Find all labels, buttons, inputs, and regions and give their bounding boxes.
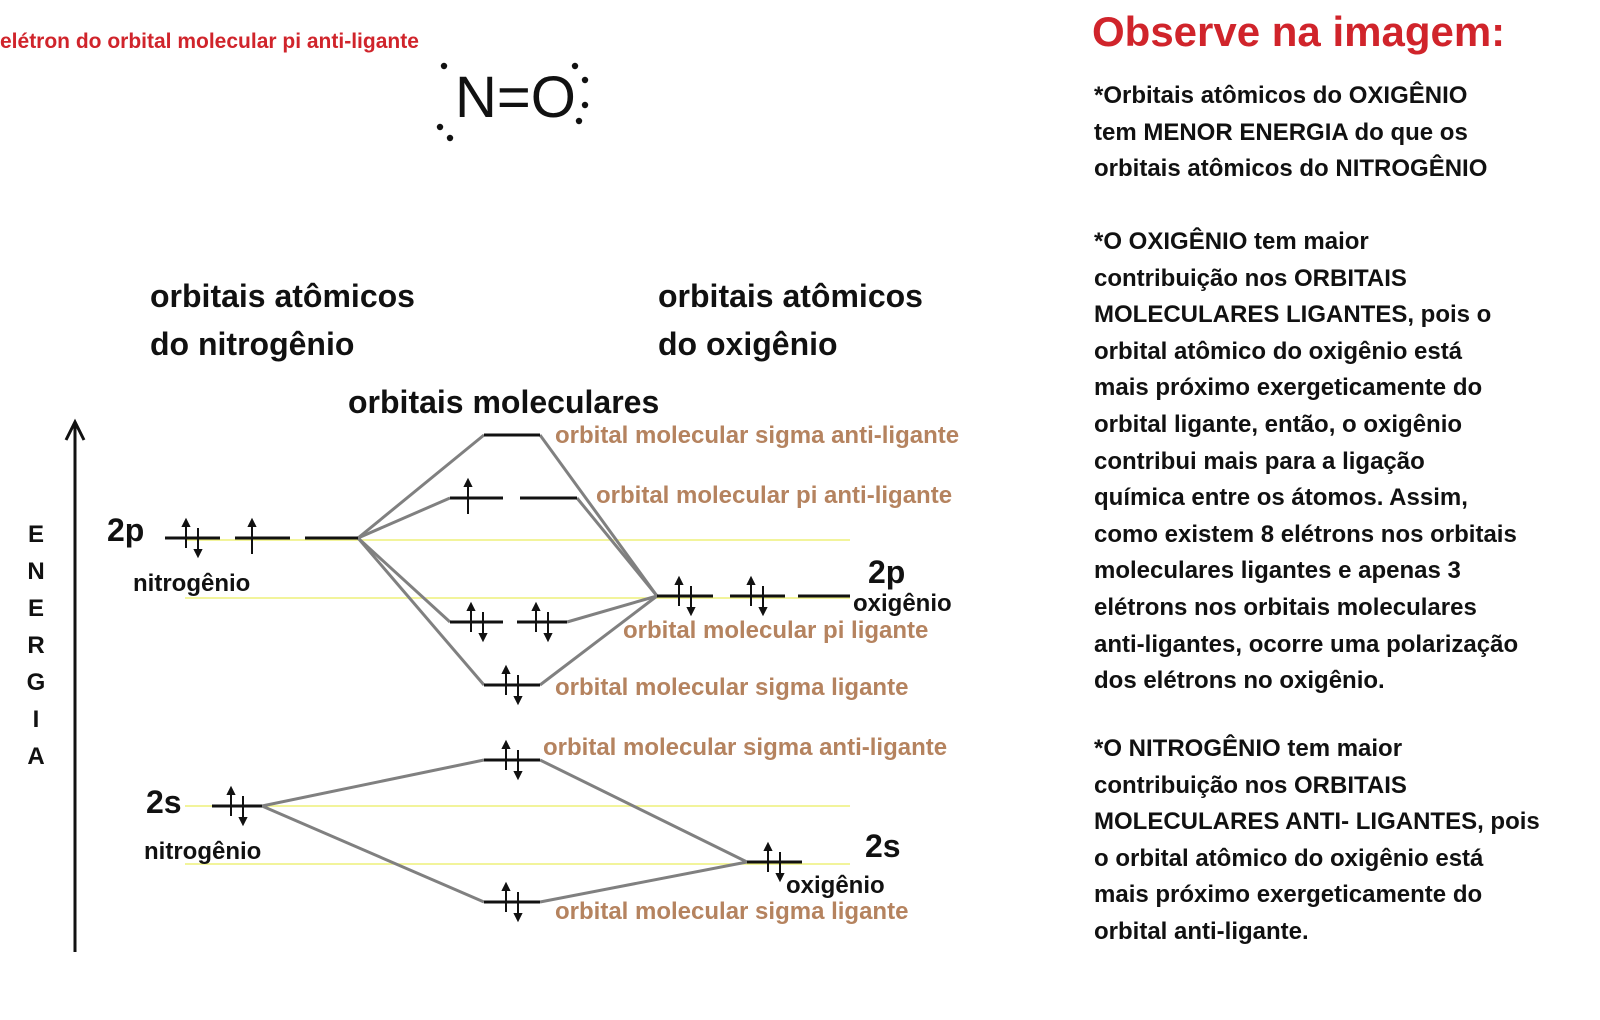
energy-axis-label — [26, 516, 46, 775]
lewis-structure — [455, 64, 576, 131]
mo-label-pi-star: orbital molecular pi anti-ligante — [596, 482, 953, 509]
side-note-line: MOLECULARES LIGANTES, pois o — [1094, 301, 1492, 329]
electron-arrowhead-icon — [760, 608, 766, 614]
electron-arrowhead-icon — [249, 520, 255, 526]
electron-arrowhead-icon — [676, 578, 682, 584]
side-note-line: orbital atômico do oxigênio está — [1094, 337, 1463, 365]
side-note-line: moleculares ligantes e apenas 3 — [1094, 557, 1461, 585]
n-2p-atom: nitrogênio — [133, 570, 251, 597]
side-note-line: orbital ligante, então, o oxigênio — [1094, 410, 1463, 438]
electron-arrowhead-icon — [503, 667, 509, 673]
side-note-line: orbital anti-ligante. — [1094, 917, 1309, 945]
side-note-line: como existem 8 elétrons nos orbitais — [1094, 520, 1517, 548]
mo-label-sigma-2p: orbital molecular sigma ligante — [555, 674, 909, 701]
electron-arrowhead-icon — [688, 608, 694, 614]
side-note-line: *Orbitais atômicos do OXIGÊNIO — [1094, 82, 1468, 109]
electron-arrowhead-icon — [503, 742, 509, 748]
axis-letter: E — [27, 595, 44, 622]
header-line: orbitais atômicos — [658, 278, 923, 314]
electron-arrowhead-icon — [228, 788, 234, 794]
axis-letter: R — [27, 632, 45, 659]
header-line: do nitrogênio — [150, 326, 355, 362]
side-note-line: contribui mais para a ligação — [1094, 447, 1425, 475]
electron-arrowhead-icon — [240, 818, 246, 824]
mo-label-sigma-star-2p: orbital molecular sigma anti-ligante — [555, 422, 960, 449]
electron-arrowhead-icon — [468, 604, 474, 610]
electron-arrowhead-icon — [748, 578, 754, 584]
axis-letter: N — [27, 558, 45, 585]
side-note-line: *O NITROGÊNIO tem maior — [1094, 735, 1403, 762]
header-line: orbitais atômicos — [150, 278, 415, 314]
side-note-3 — [1094, 731, 1540, 951]
side-note-line: química entre os átomos. Assim, — [1094, 484, 1468, 512]
electron-arrowhead-icon — [480, 634, 486, 640]
side-note-line: elétrons nos orbitais moleculares — [1094, 593, 1477, 621]
o-2p-atom: oxigênio — [853, 590, 952, 617]
axis-letter: A — [27, 743, 45, 770]
mo-label-pi: orbital molecular pi ligante — [623, 617, 929, 644]
electron-arrowhead-icon — [777, 874, 783, 880]
electron-arrowhead-icon — [515, 772, 521, 778]
side-note-line: contribuição nos ORBITAIS — [1094, 264, 1407, 292]
o-2s-label: 2s — [865, 828, 901, 864]
side-note-line: dos elétrons no oxigênio. — [1094, 667, 1385, 695]
side-note-2 — [1094, 224, 1518, 700]
axis-letter: G — [26, 669, 46, 696]
axis-letter: E — [27, 521, 44, 548]
axis-letter: I — [32, 706, 40, 733]
electron-arrowhead-icon — [765, 844, 771, 850]
electron-arrowhead-icon — [515, 697, 521, 703]
side-note-line: anti-ligantes, ocorre uma polarização — [1094, 630, 1519, 658]
side-note-1 — [1094, 78, 1487, 188]
nitrogen-ao-header — [150, 272, 415, 368]
electron-arrowhead-icon — [465, 480, 471, 486]
electron-arrowhead-icon — [195, 550, 201, 556]
header-line: do oxigênio — [658, 326, 838, 362]
mo-label-sigma-star-2s: orbital molecular sigma anti-ligante — [543, 734, 948, 761]
side-note-line: orbitais atômicos do NITROGÊNIO — [1094, 155, 1488, 183]
double-bond: = — [496, 65, 531, 130]
nitrogen-symbol: N — [455, 65, 497, 130]
side-note-line: tem MENOR ENERGIA do que os — [1094, 118, 1468, 146]
side-note-line: o orbital atômico do oxigênio está — [1094, 844, 1484, 872]
mo-label-sigma-2s: orbital molecular sigma ligante — [555, 898, 909, 925]
electron-arrowhead-icon — [183, 520, 189, 526]
n-2s-label: 2s — [146, 784, 182, 820]
oxygen-ao-header — [658, 272, 923, 368]
side-panel-title: Observe na imagem: — [1092, 8, 1506, 55]
electron-arrowhead-icon — [533, 604, 539, 610]
n-2p-label: 2p — [107, 512, 145, 548]
side-note-line: contribuição nos ORBITAIS — [1094, 771, 1407, 799]
side-note-line: mais próximo exergeticamente do — [1094, 881, 1483, 909]
side-note-line: *O OXIGÊNIO tem maior — [1094, 228, 1369, 255]
oxygen-symbol: O — [530, 65, 576, 130]
side-note-line: mais próximo exergeticamente do — [1094, 374, 1483, 402]
top-note: elétron do orbital molecular pi anti-ligante — [0, 30, 419, 53]
electron-arrowhead-icon — [503, 884, 509, 890]
o-2p-label: 2p — [868, 554, 906, 590]
n-2s-atom: nitrogênio — [144, 838, 262, 865]
side-note-line: MOLECULARES ANTI- LIGANTES, pois — [1094, 808, 1540, 836]
o-2s-atom: oxigênio — [786, 872, 885, 899]
electron-arrowhead-icon — [545, 634, 551, 640]
mo-header: orbitais moleculares — [348, 384, 660, 420]
electron-arrowhead-icon — [515, 914, 521, 920]
